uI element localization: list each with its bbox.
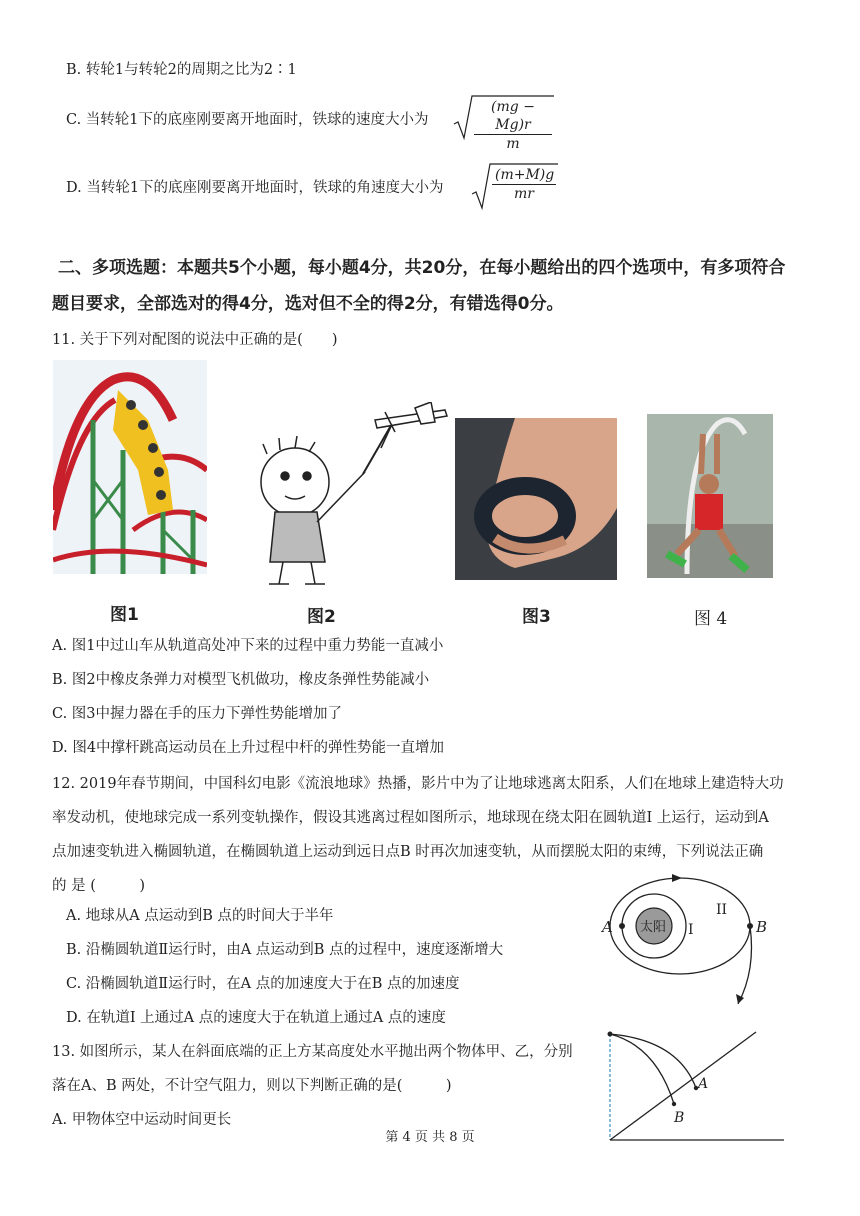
q12-stem-line1: 12. 2019年春节期间，中国科幻电影《流浪地球》热播，影片中为了让地球逃离太阳系，人们在地球上建造特大功 [52, 776, 784, 792]
page-number-footer: 第 4 页 共 8 页 [385, 1130, 475, 1145]
section-heading-line1: 二、多项选题：本题共5个小题，每小题4分，共20分，在每小题给出的四个选项中，有多项符合 [58, 258, 786, 278]
q11-option-a: A. 图1中过山车从轨道高处冲下来的过程中重力势能一直减小 [52, 638, 444, 654]
figure-1-caption: 图1 [110, 605, 139, 625]
q10-option-c-text: C. 当转轮1下的底座刚要离开地面时，铁球的速度大小为 [66, 112, 429, 128]
q12-stem-line4: 的 是 ( ) [52, 878, 146, 894]
orbit2-label: II [716, 902, 728, 918]
hand-grip-icon [455, 418, 617, 580]
q10-option-c [66, 110, 429, 130]
q10-d-denominator: mr [514, 186, 534, 202]
q12-option-b: B. 沿椭圆轨道Ⅱ运行时，由A 点运动到B 点的过程中，速度逐渐增大 [66, 942, 504, 958]
figure-4-caption: 图 4 [694, 609, 728, 629]
q11-option-c: C. 图3中握力器在手的压力下弹性势能增加了 [52, 706, 343, 722]
orbit-diagram [598, 870, 780, 1010]
q13-stem-line1: 13. 如图所示，某人在斜面底端的正上方某高度处水平抛出两个物体甲、乙，分别 [52, 1044, 573, 1060]
figure-3-hand-grip [455, 418, 617, 580]
q12-stem-line3: 点加速变轨进入椭圆轨道，在椭圆轨道上运动到远日点B 时再次加速变轨，从而摆脱太阳的束缚，下列说法正确 [52, 844, 764, 860]
figure-2-caption: 图2 [307, 607, 336, 627]
q11-option-b: B. 图2中橡皮条弹力对模型飞机做功，橡皮条弹性势能减小 [52, 672, 430, 688]
q12-option-a: A. 地球从A 点运动到B 点的时间大于半年 [66, 908, 334, 924]
pole-vault-icon [647, 414, 773, 578]
q12-option-c: C. 沿椭圆轨道Ⅱ运行时，在A 点的加速度大于在B 点的加速度 [66, 976, 460, 992]
q10-option-d-text: D. 当转轮1下的底座刚要离开地面时，铁球的角速度大小为 [66, 180, 444, 196]
section-heading-line2: 题目要求，全部选对的得4分，选对但不全的得2分，有错选得0分。 [52, 294, 564, 314]
q11-option-d: D. 图4中撑杆跳高运动员在上升过程中杆的弹性势能一直增加 [52, 740, 445, 756]
q10-option-d [66, 178, 444, 198]
q11-stem: 11. 关于下列对配图的说法中正确的是( ) [52, 332, 338, 348]
orbit-diagram-icon [598, 870, 780, 1010]
incline-point-b-label: B [674, 1110, 685, 1126]
q13-stem-line2: 落在A、B 两处，不计空气阻力，则以下判断正确的是( ) [52, 1078, 452, 1094]
q12-option-d: D. 在轨道I 上通过A 点的速度大于在轨道上通过A 点的速度 [66, 1010, 446, 1026]
sun-label: 太阳 [640, 920, 667, 935]
q12-stem-line2: 率发动机，使地球完成一系列变轨操作，假设其逃离过程如图所示，地球现在绕太阳在圆轨道I 上运行，运动到A [52, 810, 769, 826]
q10-d-numerator: (m+M)g [492, 166, 556, 185]
figure-2-model-plane [245, 402, 455, 588]
q10-c-denominator: m [506, 136, 520, 152]
incline-point-a-label: A [698, 1076, 709, 1092]
q10-c-numerator: (mg − Mg)r [474, 98, 552, 135]
point-b-label: B [756, 918, 768, 936]
point-a-label: A [602, 918, 613, 936]
figure-1-roller-coaster [53, 360, 207, 574]
cartoon-model-plane-icon [245, 402, 455, 588]
figure-4-pole-vault [647, 414, 773, 578]
orbit1-label: I [688, 922, 694, 938]
q13-option-a: A. 甲物体空中运动时间更长 [52, 1112, 232, 1128]
roller-coaster-icon [53, 360, 207, 574]
q10-option-b: B. 转轮1与转轮2的周期之比为2∶1 [66, 62, 297, 78]
figure-3-caption: 图3 [522, 607, 551, 627]
